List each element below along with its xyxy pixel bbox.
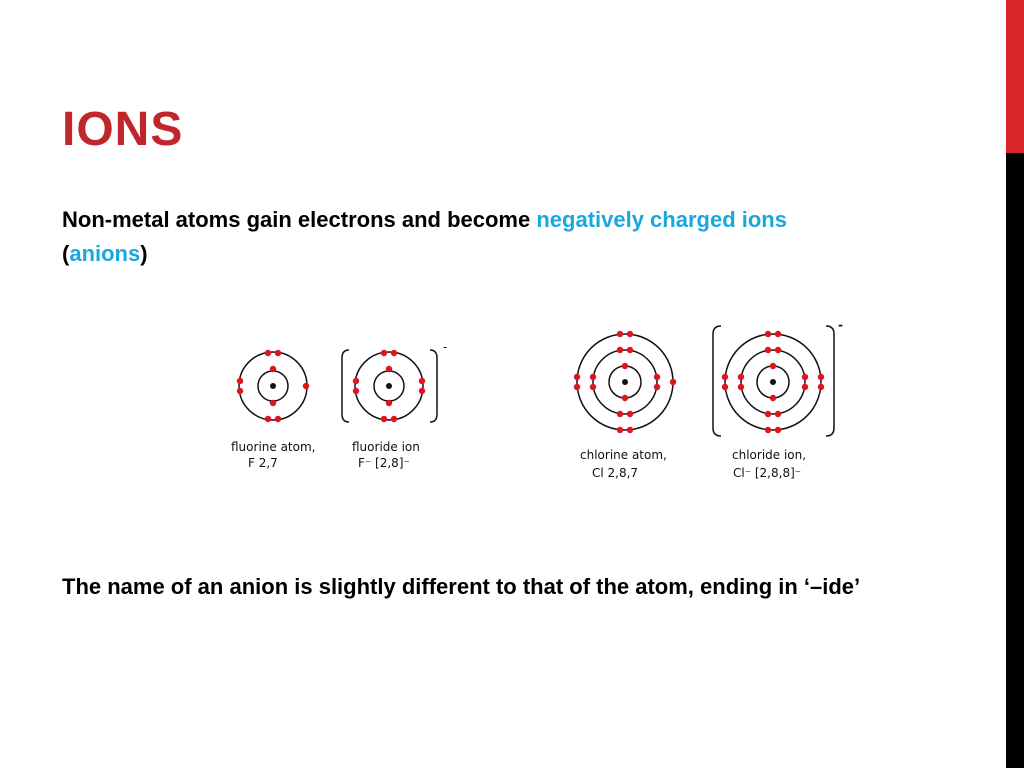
bracket-right bbox=[430, 350, 437, 422]
intro-text-1: Non-metal atoms gain electrons and become bbox=[62, 207, 537, 232]
bracket-right bbox=[826, 326, 834, 436]
fluorine-atom-config: F 2,7 bbox=[248, 456, 278, 470]
highlight-negatively-charged-ions: negatively charged ions bbox=[536, 207, 787, 232]
nucleus bbox=[622, 379, 628, 385]
intro-text-3: ) bbox=[140, 241, 148, 266]
chloride-charge-sign: - bbox=[838, 318, 843, 332]
fluoride-ion-diagram bbox=[342, 340, 447, 470]
bracket-left bbox=[713, 326, 721, 436]
chloride-ion-label: chloride ion, bbox=[732, 448, 807, 462]
fluorine-atom-diagram bbox=[231, 350, 315, 470]
chlorine-atom-config: Cl 2,8,7 bbox=[592, 466, 639, 480]
fluoride-charge-sign: - bbox=[443, 340, 448, 354]
slide-title: IONS bbox=[62, 103, 184, 156]
fluoride-ion-label: fluoride ion bbox=[352, 440, 420, 454]
chlorine-atom-label: chlorine atom, bbox=[580, 448, 667, 462]
nucleus bbox=[270, 383, 276, 389]
anion-naming-paragraph: The name of an anion is slightly different to that of the atom, ending in ‘–ide’ bbox=[62, 574, 861, 599]
intro-text-2: ( bbox=[62, 241, 70, 266]
accent-bar-red bbox=[1006, 0, 1024, 153]
chloride-ion-config: Cl⁻ [2,8,8]⁻ bbox=[733, 466, 802, 480]
fluorine-atom-label: fluorine atom, bbox=[231, 440, 316, 454]
highlight-anions: anions bbox=[69, 241, 141, 266]
chloride-ion-diagram bbox=[713, 318, 843, 480]
bracket-left bbox=[342, 350, 349, 422]
nucleus bbox=[386, 383, 392, 389]
nucleus bbox=[770, 379, 776, 385]
chlorine-atom-diagram bbox=[574, 331, 676, 480]
accent-bar-black bbox=[1006, 153, 1024, 768]
fluoride-ion-config: F⁻ [2,8]⁻ bbox=[358, 456, 410, 470]
